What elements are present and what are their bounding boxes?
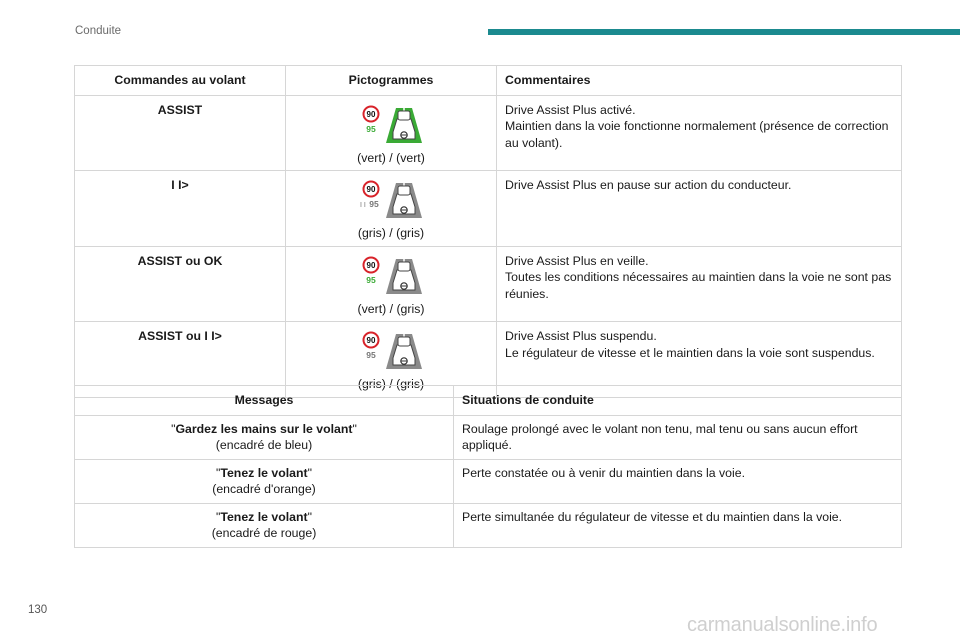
lane-car-icon	[386, 183, 422, 218]
speed-limit-value: 90	[366, 109, 376, 119]
comment-line: Le régulateur de vitesse et le maintien dans la voie sont suspendus.	[505, 345, 875, 360]
message-text: Tenez le volant	[220, 465, 308, 480]
header-situations: Situations de conduite	[454, 386, 902, 416]
command-cell: ASSIST	[75, 95, 286, 171]
set-speed-value: 95	[366, 123, 376, 134]
pictogram-caption: (gris) / (gris)	[357, 377, 425, 391]
message-text: Tenez le volant	[220, 509, 308, 524]
pictogram-cell	[286, 95, 497, 171]
drive-assist-pictogram	[358, 177, 424, 221]
situation-cell: Perte constatée ou à venir du maintien dans la voie.	[454, 459, 902, 503]
command-cell: I I>	[75, 171, 286, 247]
header-pictograms: Pictogrammes	[286, 66, 497, 96]
comment-line: Drive Assist Plus en veille.	[505, 253, 649, 268]
table-row	[75, 95, 902, 171]
message-frame: (encadré de rouge)	[211, 526, 317, 540]
table-header-row	[75, 66, 902, 96]
speed-limit-value: 90	[366, 185, 376, 194]
pause-indicator: I I	[360, 202, 366, 209]
lane-car-icon	[386, 108, 422, 143]
header-commands: Commandes au volant	[75, 66, 286, 96]
commands-table	[74, 65, 902, 398]
comment-cell	[497, 246, 902, 322]
header-comments: Commentaires	[497, 66, 902, 96]
message-cell	[75, 415, 454, 459]
table-row	[75, 415, 902, 459]
command-cell: ASSIST ou OK	[75, 246, 286, 322]
message-cell	[75, 503, 454, 547]
table-row	[75, 171, 902, 247]
comment-line: Drive Assist Plus suspendu.	[505, 329, 657, 343]
header-accent-bar	[488, 29, 960, 35]
chapter-title: Conduite	[75, 25, 122, 37]
message-text: Gardez les mains sur le volant	[175, 421, 353, 436]
message-text-line: "Tenez le volant"	[216, 465, 312, 480]
set-speed-value: 95	[366, 350, 376, 360]
speed-limit-value: 90	[366, 260, 376, 270]
table-row	[75, 459, 902, 503]
comment-line: Maintien dans la voie fonctionne normalement (présence de correction au volant).	[505, 119, 889, 150]
pictogram-caption: (vert) / (vert)	[357, 150, 425, 165]
speed-limit-value: 90	[366, 336, 376, 345]
header-messages: Messages	[75, 386, 454, 416]
drive-assist-pictogram	[358, 328, 424, 372]
message-text-line: "Gardez les mains sur le volant"	[171, 421, 357, 436]
comment-line: Drive Assist Plus en pause sur action du conducteur.	[505, 178, 792, 192]
pictogram-cell	[286, 246, 497, 322]
lane-car-icon	[386, 259, 422, 294]
table-row	[75, 503, 902, 547]
message-frame: (encadré d'orange)	[212, 482, 316, 496]
pictogram-cell	[286, 171, 497, 247]
pictogram-caption: (vert) / (gris)	[357, 301, 425, 316]
comment-cell	[497, 95, 902, 171]
message-text-line: "Tenez le volant"	[216, 509, 312, 524]
comment-cell	[497, 171, 902, 247]
drive-assist-pictogram	[358, 102, 424, 146]
messages-table	[74, 385, 902, 548]
watermark: carmanualsonline.info	[687, 614, 878, 636]
table-header-row	[75, 386, 902, 416]
situation-cell: Roulage prolongé avec le volant non tenu, mal tenu ou sans aucun effort appliqué.	[454, 415, 902, 459]
comment-line: Toutes les conditions nécessaires au maintien dans la voie ne sont pas réunies.	[505, 270, 892, 301]
table-row	[75, 246, 902, 322]
message-frame: (encadré de bleu)	[215, 438, 313, 452]
page-number: 130	[28, 604, 48, 616]
message-cell	[75, 459, 454, 503]
pictogram-caption: (gris) / (gris)	[357, 226, 425, 240]
set-speed-value: 95	[366, 274, 376, 285]
command-cell: ASSIST ou I I>	[75, 322, 286, 398]
situation-cell: Perte simultanée du régulateur de vitesse et du maintien dans la voie.	[454, 503, 902, 547]
set-speed-value: 95	[369, 199, 379, 209]
drive-assist-pictogram	[358, 253, 424, 297]
lane-car-icon	[386, 334, 422, 369]
comment-line: Drive Assist Plus activé.	[505, 102, 636, 117]
